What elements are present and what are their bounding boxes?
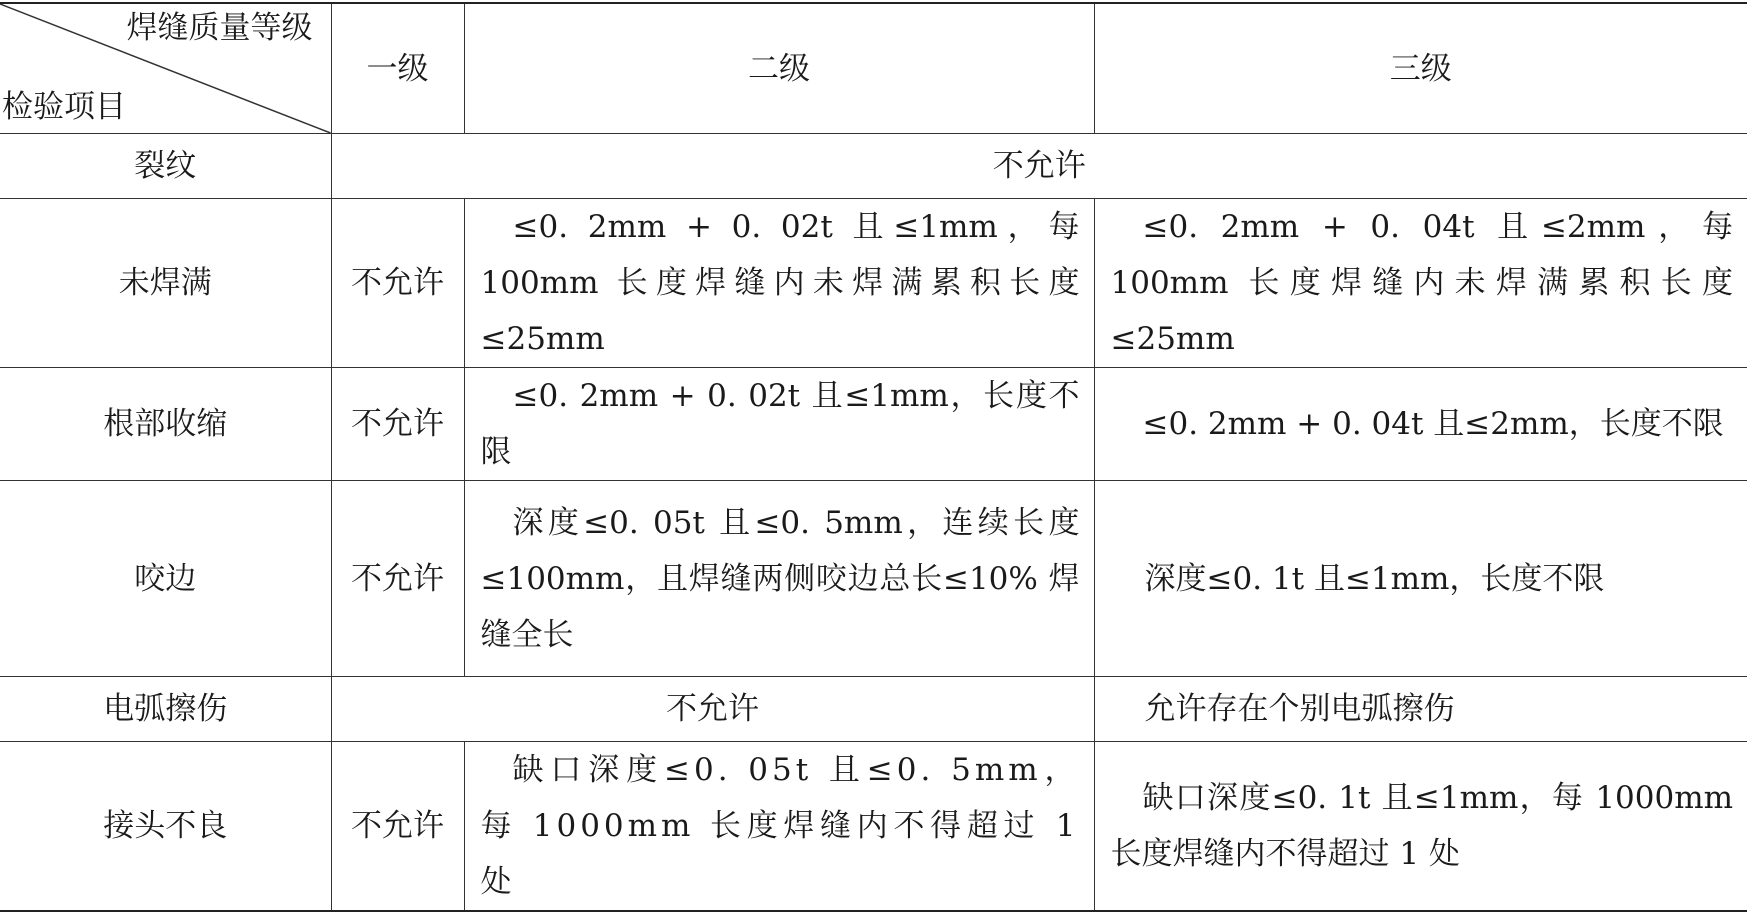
item-root-shrinkage: 根部收缩: [0, 368, 331, 481]
undercut-grade-2: [464, 481, 1094, 677]
table-row-arc-strike: [0, 677, 1747, 742]
table-row-crack: [0, 134, 1747, 199]
crack-all-grades: 不允许: [331, 134, 1747, 199]
poor-joint-grade-3: [1094, 742, 1747, 912]
arc-strike-grade-1-2: 不允许: [331, 677, 1094, 742]
poor-joint-grade-2: [464, 742, 1094, 912]
header-grade-1: 一级: [331, 3, 464, 134]
undercut-grade-3: 深度≤0. 1t 且≤1mm，长度不限: [1094, 481, 1747, 677]
weld-quality-table: [0, 2, 1747, 912]
underfill-grade-3: [1094, 199, 1747, 368]
undercut-grade-1: 不允许: [331, 481, 464, 677]
underfill-grade-2-text: ≤0. 2mm + 0. 02t 且≤1mm，每 100mm 长度焊缝内未焊满累积长度≤25mm: [480, 209, 1080, 357]
header-grade-2: 二级: [464, 3, 1094, 134]
root-shrinkage-grade-2-text: ≤0. 2mm + 0. 02t 且≤1mm，长度不限: [480, 378, 1080, 470]
item-crack: 裂纹: [0, 134, 331, 199]
root-shrinkage-grade-1: 不允许: [331, 368, 464, 481]
item-underfill: 未焊满: [0, 199, 331, 368]
root-shrinkage-grade-3: [1094, 368, 1747, 481]
table-header-row: [0, 3, 1747, 134]
underfill-grade-3-text: ≤0. 2mm + 0. 04t 且≤2mm，每 100mm 长度焊缝内未焊满累积长度≤25mm: [1110, 209, 1733, 357]
poor-joint-grade-1: 不允许: [331, 742, 464, 912]
poor-joint-grade-2-text: 缺口深度≤0. 05t 且≤0. 5mm，每 1000mm 长度焊缝内不得超过 1 处: [480, 752, 1080, 900]
table-row-poor-joint: [0, 742, 1747, 912]
underfill-grade-1: 不允许: [331, 199, 464, 368]
header-grade-3: 三级: [1094, 3, 1747, 134]
underfill-grade-2: [464, 199, 1094, 368]
poor-joint-grade-3-text: 缺口深度≤0. 1t 且≤1mm，每 1000mm 长度焊缝内不得超过 1 处: [1110, 780, 1733, 872]
table-row-root-shrinkage: [0, 368, 1747, 481]
item-arc-strike: 电弧擦伤: [0, 677, 331, 742]
header-inspection-item-label: 检验项目: [2, 89, 126, 125]
root-shrinkage-grade-3-text: ≤0. 2mm + 0. 04t 且≤2mm，长度不限: [1142, 406, 1724, 442]
item-undercut: 咬边: [0, 481, 331, 677]
header-quality-grade-label: 焊缝质量等级: [126, 10, 313, 46]
undercut-grade-2-text: 深度≤0. 05t 且≤0. 5mm，连续长度≤100mm，且焊缝两侧咬边总长≤10% 焊缝全长: [480, 504, 1080, 653]
table-row-underfill: [0, 199, 1747, 368]
root-shrinkage-grade-2: [464, 368, 1094, 481]
item-poor-joint: 接头不良: [0, 742, 331, 912]
table-row-undercut: [0, 481, 1747, 677]
arc-strike-grade-3: 允许存在个别电弧擦伤: [1094, 677, 1747, 742]
diagonal-header-cell: [0, 3, 331, 134]
